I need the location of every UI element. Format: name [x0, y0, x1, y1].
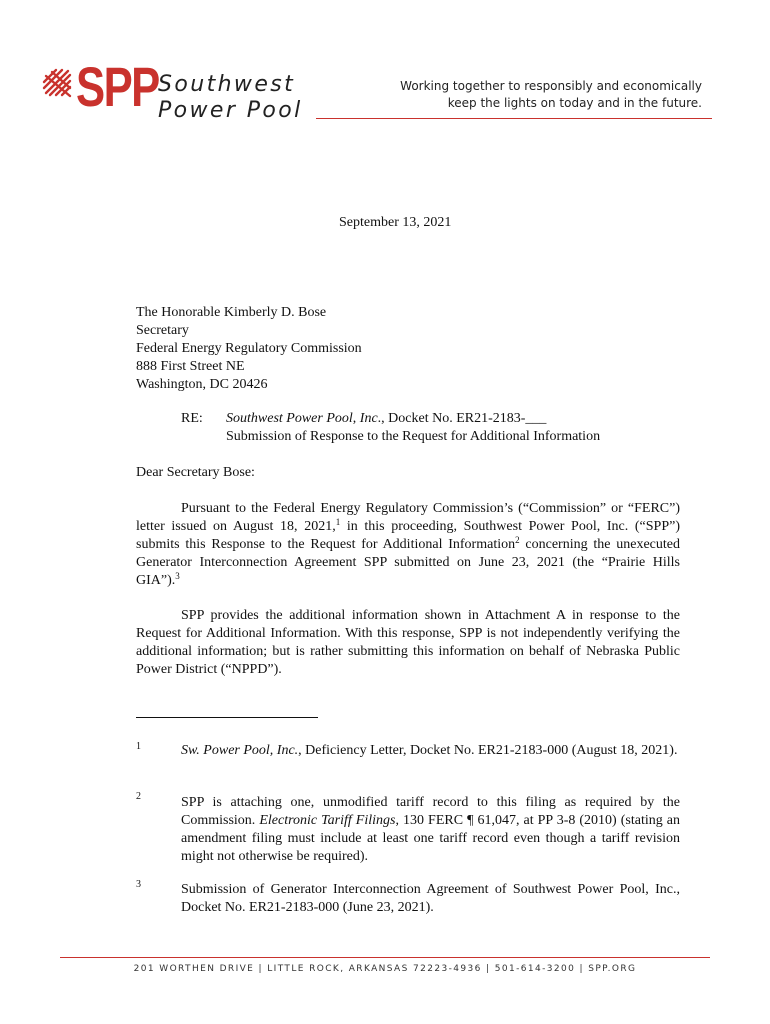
footnote-1-case: Sw. Power Pool, Inc. [181, 743, 299, 758]
footnote-number-1: 1 [136, 741, 141, 752]
para1-text-a: Pursuant to the Federal Energy Regulatory Commission’s (“Commission” or “FERC”) letter issued on August 18, 2021, [136, 501, 680, 534]
logo-spp-letters: SPP [76, 55, 159, 118]
spp-logo [40, 55, 310, 130]
footnote-ref-1[interactable]: 1 [335, 517, 341, 527]
logo-company-name [158, 72, 303, 124]
header-divider [316, 118, 712, 119]
footnote-2-case: Electronic Tariff Filings [259, 813, 396, 828]
footnote-ref-3[interactable]: 3 [175, 571, 180, 581]
footnote-2-pre: SPP is attaching one, unmodified tariff record to this filing as required by the Commission. [181, 795, 680, 828]
footnote-2-text: , 130 FERC ¶ 61,047, at PP 3-8 (2010) (stating an amendment filing must include at least one tariff record even though a tariff revision might not otherwise be required). [181, 813, 680, 864]
tagline [380, 78, 702, 112]
footnote-number-3: 3 [136, 879, 141, 890]
re-block [226, 410, 600, 446]
salutation: Dear Secretary Bose: [136, 465, 255, 480]
logo-line-1: Southwest [158, 72, 296, 97]
addressee-line: 888 First Street NE [136, 359, 245, 374]
letter-date: September 13, 2021 [339, 215, 452, 230]
footnote-1 [181, 742, 680, 760]
footnote-1-text: , Deficiency Letter, Docket No. ER21-2183-000 (August 18, 2021). [298, 743, 678, 758]
footnote-2 [181, 794, 680, 866]
re-case-name: Southwest Power Pool [226, 411, 353, 426]
spp-logo-mark-icon [40, 66, 74, 106]
addressee-line: Washington, DC 20426 [136, 377, 268, 392]
addressee-line: The Honorable Kimberly D. Bose [136, 305, 327, 320]
re-subject: Submission of Response to the Request for Additional Information [226, 429, 601, 444]
logo-line-2: Power Pool [158, 98, 303, 123]
para1-text-b: in this proceeding, Southwest Power Pool, Inc. (“SPP”) submits this Response to the Request for Additional Information [136, 519, 680, 552]
body-paragraph-1 [136, 500, 680, 590]
footnote-3: Submission of Generator Interconnection Agreement of Southwest Power Pool, Inc., Docket No. ER21-2183-000 (June 23, 2021). [181, 882, 680, 915]
addressee-line: Secretary [136, 323, 189, 338]
addressee-block [136, 304, 362, 394]
footer-address: 201 WORTHEN DRIVE | LITTLE ROCK, ARKANSAS 72223-4936 | 501-614-3200 | SPP.ORG [133, 964, 637, 974]
re-docket: ., Docket No. ER21-2183-___ [377, 411, 547, 426]
tagline-line-2: keep the lights on today and in the future. [447, 96, 702, 110]
re-case-inc: Inc [359, 411, 378, 426]
addressee-line: Federal Energy Regulatory Commission [136, 341, 362, 356]
para2-text: SPP provides the additional information shown in Attachment A in response to the Request for Additional Information. With this response, SPP is not independently verifying the additional information; but is rather submitting this information on behalf of Nebraska Public Power District (“NPPD”). [136, 608, 680, 677]
re-case-separator: , [352, 411, 360, 426]
re-label: RE: [181, 411, 203, 426]
re-case [226, 410, 600, 428]
footnote-divider [136, 717, 318, 718]
para1-text-c: concerning the unexecuted Generator Interconnection Agreement SPP submitted on June 23, 2021 (the “Prairie Hills GIA”). [136, 537, 680, 588]
footnote-number-2: 2 [136, 791, 141, 802]
tagline-line-1: Working together to responsibly and economically [400, 79, 702, 93]
footnote-ref-2[interactable]: 2 [515, 535, 520, 545]
footer-divider [60, 957, 710, 958]
body-paragraph-2 [136, 607, 680, 679]
